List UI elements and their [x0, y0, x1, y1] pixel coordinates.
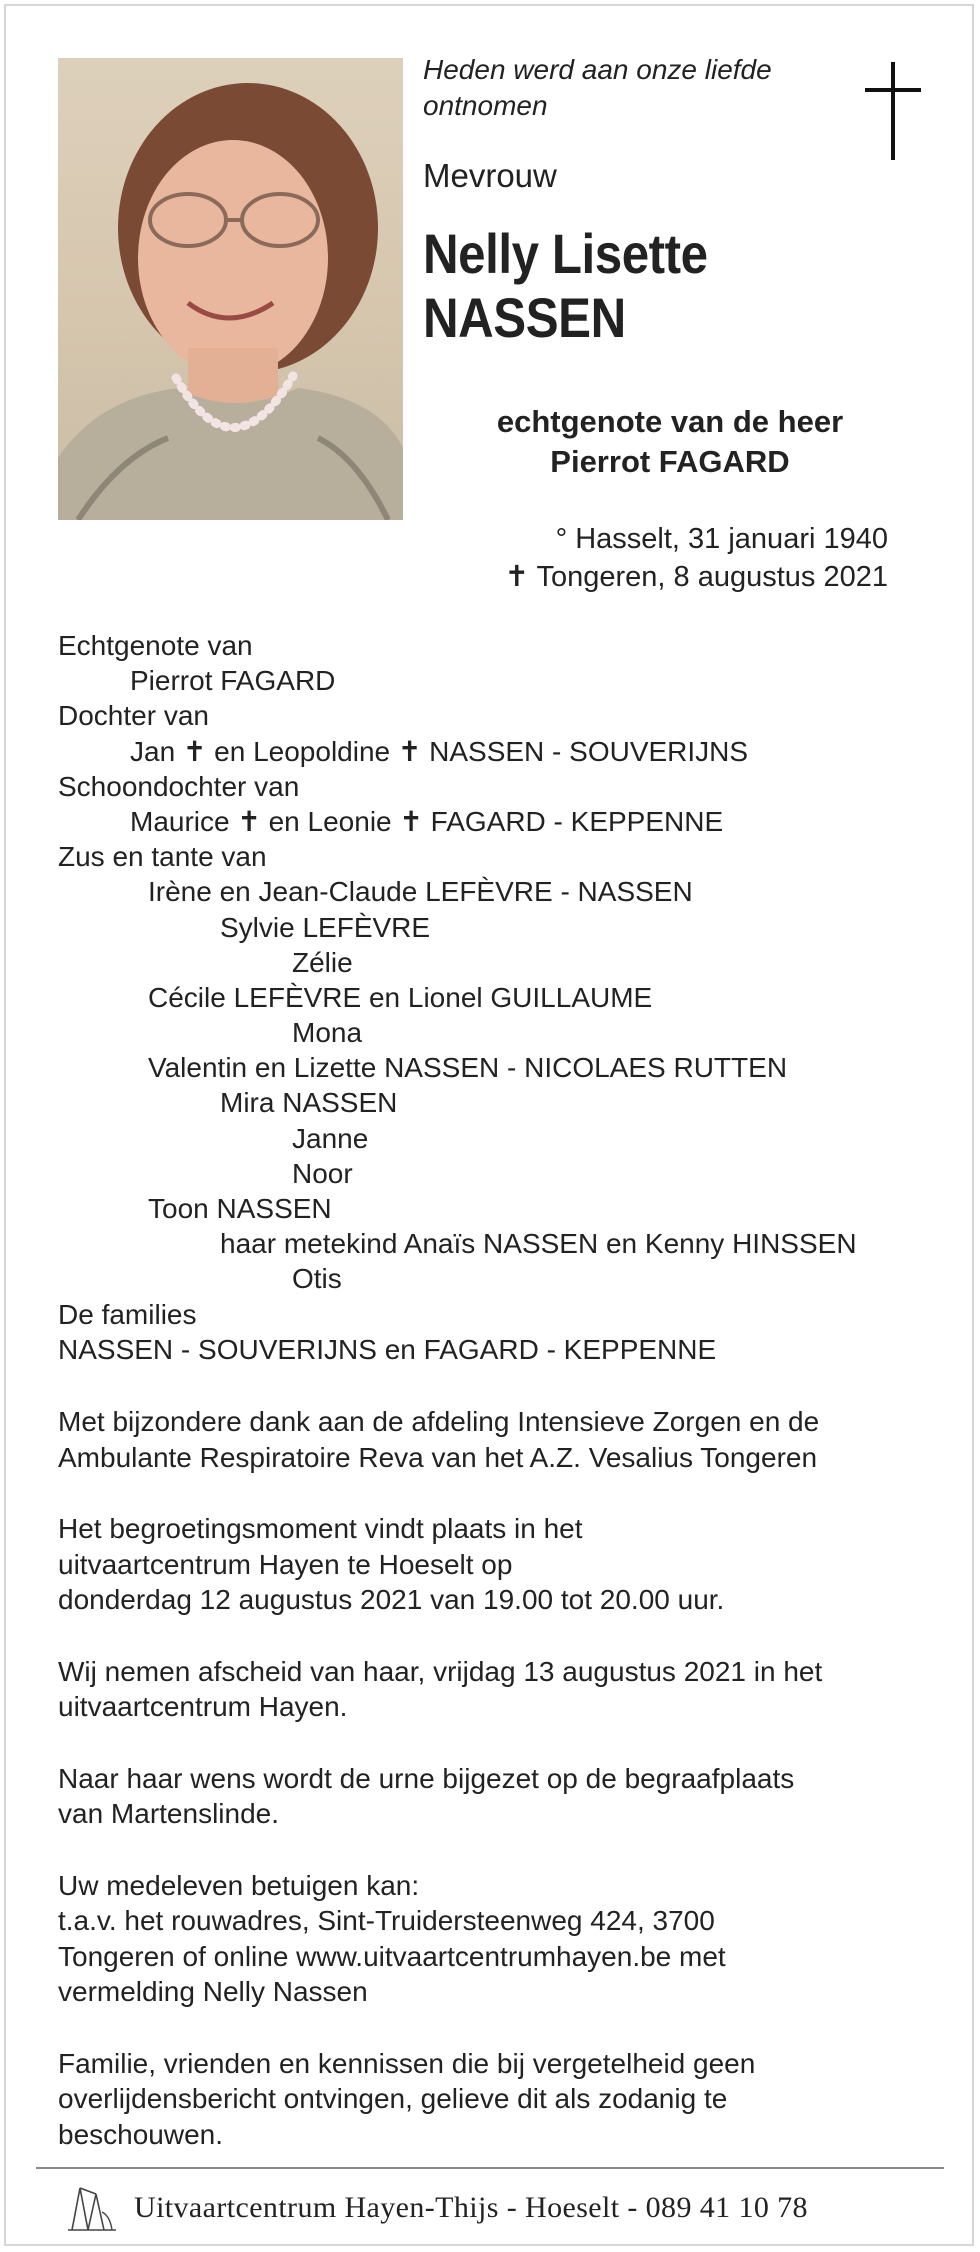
intro-line: Heden werd aan onze liefde	[423, 54, 772, 85]
paragraph-line: Ambulante Respiratoire Reva van het A.Z. Vesalius Tongeren	[58, 1441, 818, 1473]
family-line: NASSEN - SOUVERIJNS en FAGARD - KEPPENNE	[58, 1333, 717, 1365]
spouse-name: Pierrot FAGARD	[550, 444, 790, 479]
paragraph-line: Tongeren of online www.uitvaartcentrumhayen.be met	[58, 1940, 726, 1972]
notice-paragraph	[58, 1761, 938, 1832]
family-line: Janne	[292, 1122, 369, 1154]
notice-paragraph	[58, 1404, 938, 1475]
family-line: Zélie	[292, 946, 353, 978]
notice-paragraph	[58, 1868, 938, 2010]
family-line: Jan ✝ en Leopoldine ✝ NASSEN - SOUVERIJNS	[130, 735, 749, 767]
paragraph-line: Familie, vrienden en kennissen die bij vergetelheid geen	[58, 2047, 756, 2079]
paragraph-line: vermelding Nelly Nassen	[58, 1976, 368, 2007]
name-last: NASSEN	[423, 286, 626, 349]
funeral-home-logo-icon	[66, 2182, 118, 2234]
honorific: Mevrouw	[423, 157, 557, 194]
paragraph-line: uitvaartcentrum Hayen te Hoeselt op	[58, 1548, 513, 1580]
paragraph-line: Wij nemen afscheid van haar, vrijdag 13 augustus 2021 in het	[58, 1655, 823, 1687]
birth-date: ° Hasselt, 31 januari 1940	[555, 523, 888, 555]
spouse-intro: echtgenote van de heer	[496, 404, 844, 439]
notice-paragraph	[58, 1511, 938, 1618]
intro-line: ontnomen	[423, 90, 548, 121]
paragraph-line: uitvaartcentrum Hayen.	[58, 1691, 348, 1722]
paragraph-line: Uw medeleven betuigen kan:	[58, 1869, 420, 1901]
paragraph-line: Naar haar wens wordt de urne bijgezet op de begraafplaats	[58, 1762, 795, 1794]
notice-paragraph	[58, 1654, 938, 1725]
family-line: Zus en tante van	[58, 841, 267, 873]
paragraph-line: overlijdensbericht ontvingen, gelieve dit als zodanig te	[58, 2083, 728, 2114]
intro-text	[423, 52, 823, 124]
footer	[66, 2178, 808, 2238]
life-dates	[505, 520, 888, 596]
family-line: haar metekind Anaïs NASSEN en Kenny HINSSEN	[220, 1228, 857, 1260]
notice-paragraph	[58, 2046, 938, 2153]
footer-text: Uitvaartcentrum Hayen-Thijs - Hoeselt - 089 41 10 78	[134, 2191, 808, 2224]
family-line: Sylvie LEFÈVRE	[220, 911, 431, 943]
family-line: Mona	[292, 1017, 363, 1049]
family-line: Otis	[292, 1263, 342, 1295]
paragraph-line: donderdag 12 augustus 2021 van 19.00 tot 20.00 uur.	[58, 1584, 725, 1615]
family-line: Pierrot FAGARD	[130, 665, 336, 697]
family-line: Mira NASSEN	[220, 1087, 398, 1119]
paragraph-line: Het begroetingsmoment vindt plaats in het	[58, 1513, 583, 1544]
family-line: Toon NASSEN	[148, 1193, 332, 1224]
death-date: ✝ Tongeren, 8 augustus 2021	[504, 561, 888, 593]
name-first: Nelly Lisette	[423, 222, 708, 285]
paragraph-line: beschouwen.	[58, 2118, 224, 2150]
family-line: Schoondochter van	[58, 770, 300, 802]
footer-divider	[36, 2167, 944, 2169]
portrait-photo	[58, 58, 403, 520]
paragraph-line: van Martenslinde.	[58, 1798, 280, 1829]
deceased-name	[423, 222, 708, 350]
paragraph-line: t.a.v. het rouwadres, Sint-Truidersteenweg 424, 3700	[58, 1905, 715, 1936]
family-line: Dochter van	[58, 700, 209, 732]
family-line: Noor	[292, 1157, 353, 1189]
notice-paragraphs	[58, 1404, 938, 2188]
spouse-line	[430, 402, 910, 482]
family-line: Valentin en Lizette NASSEN - NICOLAES RUTTEN	[148, 1052, 788, 1084]
family-line: Maurice ✝ en Leonie ✝ FAGARD - KEPPENNE	[130, 805, 724, 837]
family-line: De families	[58, 1298, 197, 1330]
cross-icon	[865, 62, 921, 160]
family-line: Cécile LEFÈVRE en Lionel GUILLAUME	[148, 981, 653, 1013]
family-list	[58, 628, 857, 1367]
family-line: Echtgenote van	[58, 630, 253, 661]
paragraph-line: Met bijzondere dank aan de afdeling Intensieve Zorgen en de	[58, 1406, 820, 1437]
family-line: Irène en Jean-Claude LEFÈVRE - NASSEN	[148, 876, 693, 908]
